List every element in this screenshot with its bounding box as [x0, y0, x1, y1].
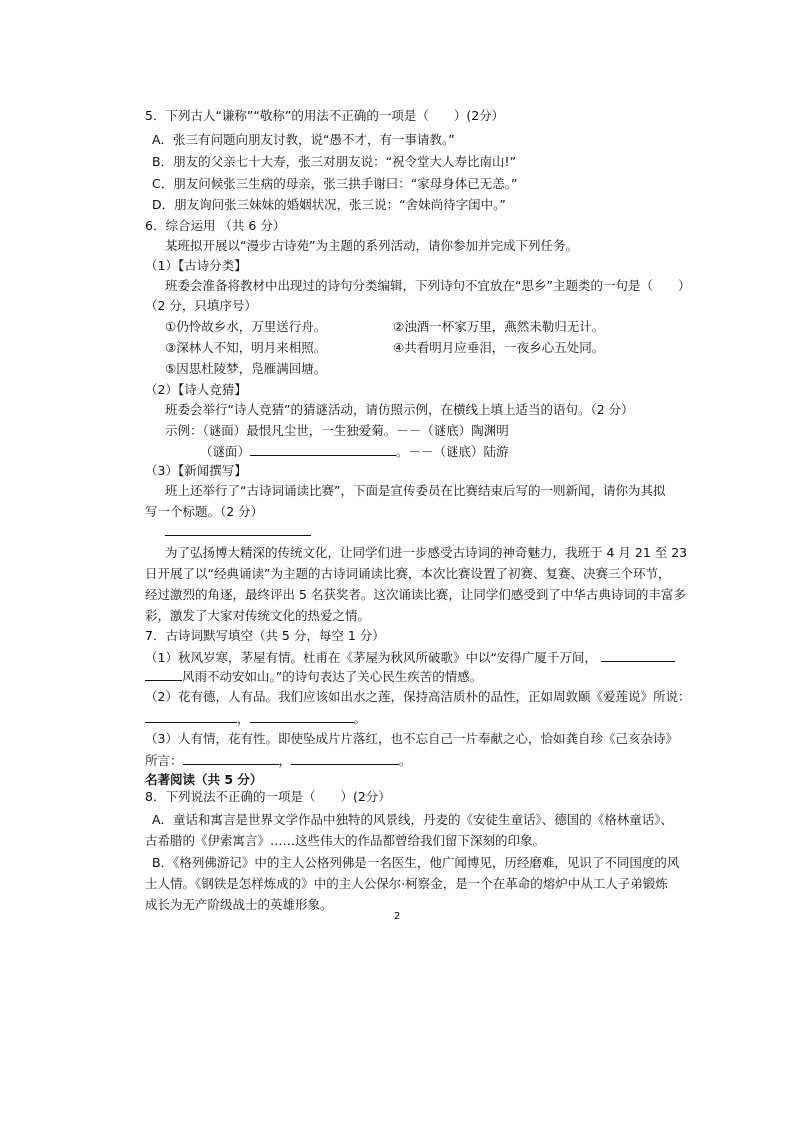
q6-part1-line1: 班委会准备将教材中出现过的诗句分类编辑，下列诗句不宜放在“思乡”主题类的一句是（ ） [165, 278, 691, 293]
q7-part1-text-b: 风雨不动安如山。”的诗句表达了关心民生疾苦的情感。 [182, 669, 483, 684]
q6-part1-option-5: ⑤因思杜陵梦，凫雁满回塘。 [165, 361, 327, 376]
q7-comma-3: ， [278, 753, 292, 768]
q7-part1-line2 [145, 668, 482, 685]
q5-option-a: A．张三有问题向朋友讨教，说“愚不才，有一事请教。” [152, 132, 455, 147]
news-line-3: 经过激烈的角逐，最终评出 5 名获奖者。这次诵读比赛，让同学们感受到了中华古典诗词的丰富多 [145, 587, 686, 602]
q6-part1-option-3: ③深林人不知，明月来相照。 [165, 340, 327, 355]
q7-blank-5[interactable] [291, 752, 399, 765]
q8-option-a-line1: A．童话和寓言是世界文学作品中独特的风景线，丹麦的《安徒生童话》、德国的《格林童话》、 [152, 812, 674, 827]
q5-option-c: C．朋友问候张三生病的母亲，张三拱手谢曰：“家母身体已无恙。” [152, 176, 518, 191]
q7-blank-3[interactable] [250, 710, 354, 723]
q8-option-b-line2: 土人情。《钢铁是怎样炼成的》中的主人公保尔·柯察金，是一个在革命的熔炉中从工人子弟锻炼 [145, 876, 668, 891]
q5-option-d: D．朋友询问张三妹妹的婚姻状况，张三说：“舍妹尚待字闺中。” [152, 197, 506, 212]
q7-part1-line1 [145, 649, 675, 666]
q5-stem: 5．下列古人“谦称”“敬称”的用法不正确的一项是（ ）(2分） [145, 108, 505, 123]
q7-part3-line2 [145, 752, 412, 769]
q7-blank-2[interactable] [145, 710, 237, 723]
q8-option-a-line2: 古希腊的《伊索寓言》……这些伟大的作品都曾给我们留下深刻的印象。 [145, 833, 546, 848]
q7-part2-line1: （2）花有德，人有品。我们应该如出水之莲，保持高洁质朴的品性，正如周敦颐《爱莲说》所说： [145, 689, 691, 704]
q6-part2-example: 示例：（谜面）最恨凡尘世，一生独爱菊。－－（谜底）陶渊明 [165, 423, 509, 438]
riddle-suffix: 。－－（谜底）陆游 [396, 444, 509, 459]
q7-part1-text: （1）秋风岁寒，茅屋有情。杜甫在《茅屋为秋风所破歌》中以“安得广厦千万间， [145, 650, 597, 665]
q8-stem: 8．下列说法不正确的一项是（ ）(2分） [145, 789, 391, 804]
q7-part3-prefix: 所言： [145, 753, 183, 768]
q5-option-b: B．朋友的父亲七十大寿，张三对朋友说：“祝令堂大人寿比南山!” [152, 154, 517, 169]
q6-part1-title: （1）【古诗分类】 [145, 258, 247, 273]
mingzhu-heading: 名著阅读（共 5 分） [145, 772, 263, 787]
news-line-1: 为了弘扬博大精深的传统文化，让同学们进一步感受古诗词的神奇魅力，我班于 4 月 21 至 23 [165, 545, 688, 560]
headline-answer-blank[interactable] [165, 535, 311, 536]
q7-stem: 7．古诗词默写填空（共 5 分，每空 1 分） [145, 628, 385, 643]
page-number: 2 [394, 911, 401, 922]
q6-part1-line2: （2 分，只填序号） [145, 298, 257, 313]
q6-intro: 某班拟开展以“漫步古诗苑”为主题的系列活动，请你参加并完成下列任务。 [165, 238, 578, 253]
q7-comma-2: ， [237, 711, 250, 726]
news-line-2: 日开展了以“经典诵读”为主题的古诗词诵读比赛，本次比赛设置了初赛、复赛、决赛三个环节， [145, 566, 671, 581]
q6-part2-riddle-line [200, 443, 509, 460]
q6-part1-option-4: ④共看明月应垂泪，一夜乡心五处同。 [393, 340, 605, 355]
q8-option-b-line3: 成长为无产阶级战士的英雄形象。 [145, 897, 333, 912]
q7-blank-1b[interactable] [145, 668, 182, 681]
q7-period-2: 。 [353, 711, 367, 726]
q6-stem: 6．综合运用 （共 6 分） [145, 218, 286, 233]
riddle-prefix: （谜面） [200, 444, 251, 459]
q7-part3-line1: （3）人有情，花有性。即使坠成片片落红，也不忘自己一片奉献之心，恰如龚自珍《己亥杂诗》 [145, 731, 678, 746]
q6-part1-option-1: ①仍怜故乡水，万里送行舟。 [165, 319, 327, 334]
q6-part3-line1: 班上还举行了“古诗词诵读比赛”，下面是宣传委员在比赛结束后写的一则新闻，请你为其拟 [165, 483, 666, 498]
q7-blank-4[interactable] [183, 752, 279, 765]
q6-part3-line2: 写一个标题。（2 分） [145, 504, 264, 519]
q7-part2-line2 [145, 710, 366, 727]
q6-part2-line1: 班委会举行“诗人竞猜”的猜谜活动，请仿照示例，在横线上填上适当的语句。（2 分） [165, 402, 634, 417]
q8-option-b-line1: B．《格列佛游记》中的主人公格列佛是一名医生，他广闻博见，历经磨难，见识了不同国度的风 [152, 855, 680, 870]
q7-period-3: 。 [399, 753, 412, 768]
news-line-4: 彩，激发了大家对传统文化的热爱之情。 [145, 608, 371, 623]
q7-blank-1[interactable] [601, 649, 675, 662]
q6-part1-option-2: ②浊酒一杯家万里，燕然未勒归无计。 [393, 319, 605, 334]
riddle-answer-blank[interactable] [250, 443, 396, 456]
q6-part3-title: （3）【新闻撰写】 [145, 463, 247, 478]
q6-part2-title: （2）【诗人竞猜】 [145, 382, 247, 397]
